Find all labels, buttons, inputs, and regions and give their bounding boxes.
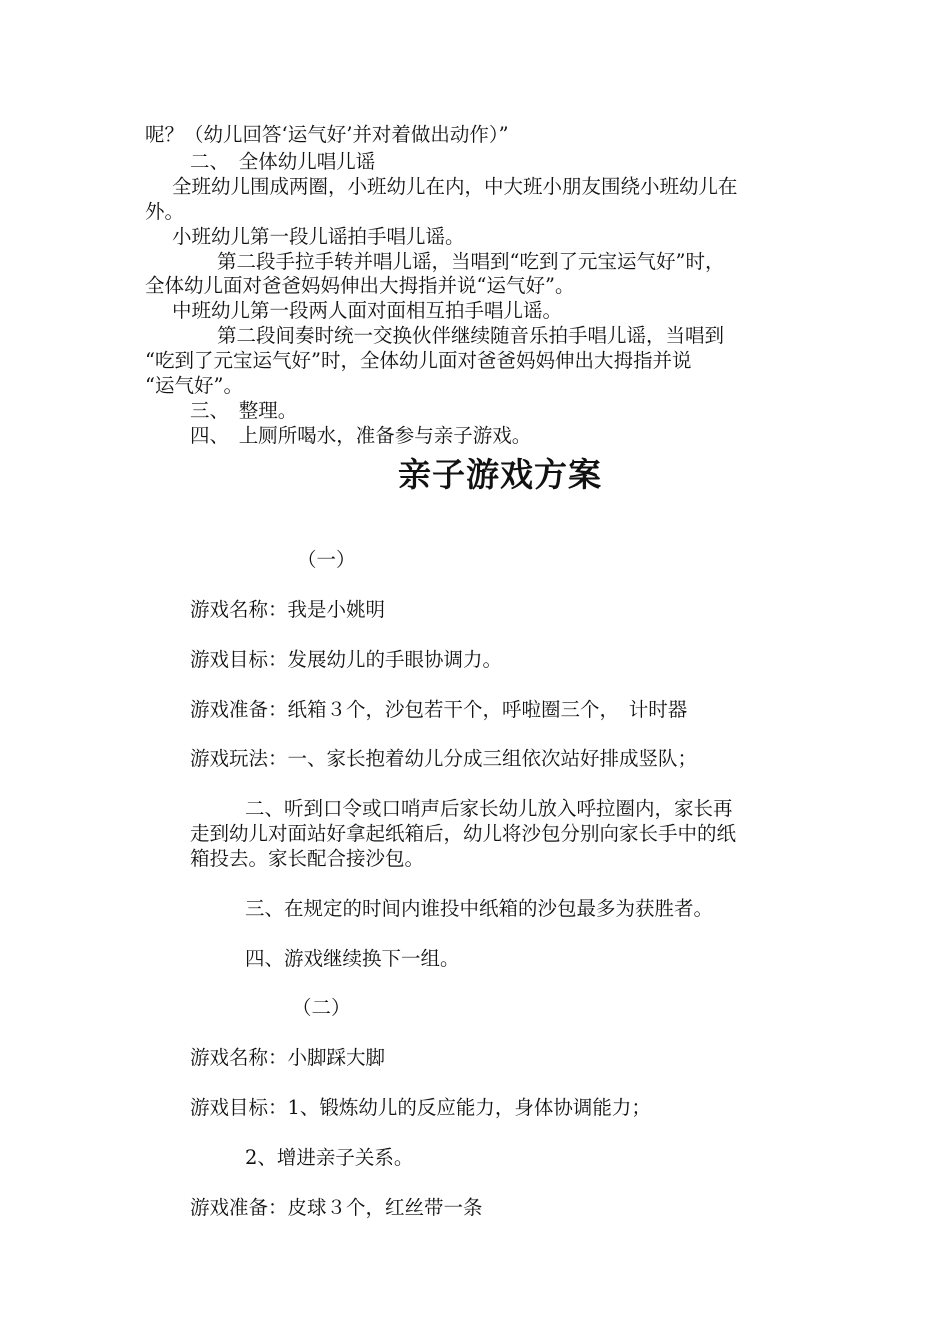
text-line: 呢？（幼儿回答‘运气好’并对着做出动作）” (145, 123, 509, 146)
game-name: 游戏名称：我是小姚明 (190, 598, 386, 621)
game-rules: 游戏玩法：一、家长抱着幼儿分成三组依次站好排成竖队； (190, 747, 698, 770)
game-goal-item: 2、增进亲子关系。 (245, 1146, 414, 1169)
text-line: 全体幼儿面对爸爸妈妈伸出大拇指并说“运气好”。 (145, 274, 575, 297)
game-materials: 游戏准备：皮球３个，红丝带一条 (190, 1196, 483, 1219)
game-number: （一） (297, 548, 356, 571)
text-line: 走到幼儿对面站好拿起纸箱后，幼儿将沙包分别向家长手中的纸 (190, 822, 737, 845)
game-goal: 游戏目标：发展幼儿的手眼协调力。 (190, 648, 503, 671)
text-line: 全班幼儿围成两圈，小班幼儿在内，中大班小朋友围绕小班幼儿在 (172, 175, 738, 198)
game-materials: 游戏准备：纸箱３个，沙包若干个，呼啦圈三个， 计时器 (190, 698, 688, 721)
game-rule-step: 四、游戏继续换下一组。 (245, 947, 460, 970)
text-line: 箱投去。家长配合接沙包。 (190, 847, 425, 870)
text-line: “运气好”。 (145, 374, 243, 397)
section-heading-4: 四、 上厕所喝水，准备参与亲子游戏。 (190, 424, 532, 447)
game-number: （二） (292, 996, 351, 1019)
section-heading-3: 三、 整理。 (190, 399, 298, 422)
game-goal: 游戏目标：1、锻炼幼儿的反应能力，身体协调能力； (190, 1096, 651, 1119)
section-heading-2: 二、 全体幼儿唱儿谣 (190, 150, 376, 173)
text-line: 第二段间奏时统一交换伙伴继续随音乐拍手唱儿谣，当唱到 (217, 324, 725, 347)
text-line: 中班幼儿第一段两人面对面相互拍手唱儿谣。 (172, 299, 563, 322)
page-title: 亲子游戏方案 (398, 455, 602, 494)
text-line: 小班幼儿第一段儿谣拍手唱儿谣。 (172, 225, 465, 248)
game-rule-step: 三、在规定的时间内谁投中纸箱的沙包最多为获胜者。 (245, 897, 714, 920)
game-rule-step: 二、听到口令或口哨声后家长幼儿放入呼拉圈内，家长再 (245, 797, 733, 820)
game-name: 游戏名称：小脚踩大脚 (190, 1046, 386, 1069)
text-line: “吃到了元宝运气好”时，全体幼儿面对爸爸妈妈伸出大拇指并说 (145, 349, 692, 372)
text-line: 第二段手拉手转并唱儿谣，当唱到“吃到了元宝运气好”时， (217, 250, 725, 273)
text-line: 外。 (145, 200, 185, 223)
